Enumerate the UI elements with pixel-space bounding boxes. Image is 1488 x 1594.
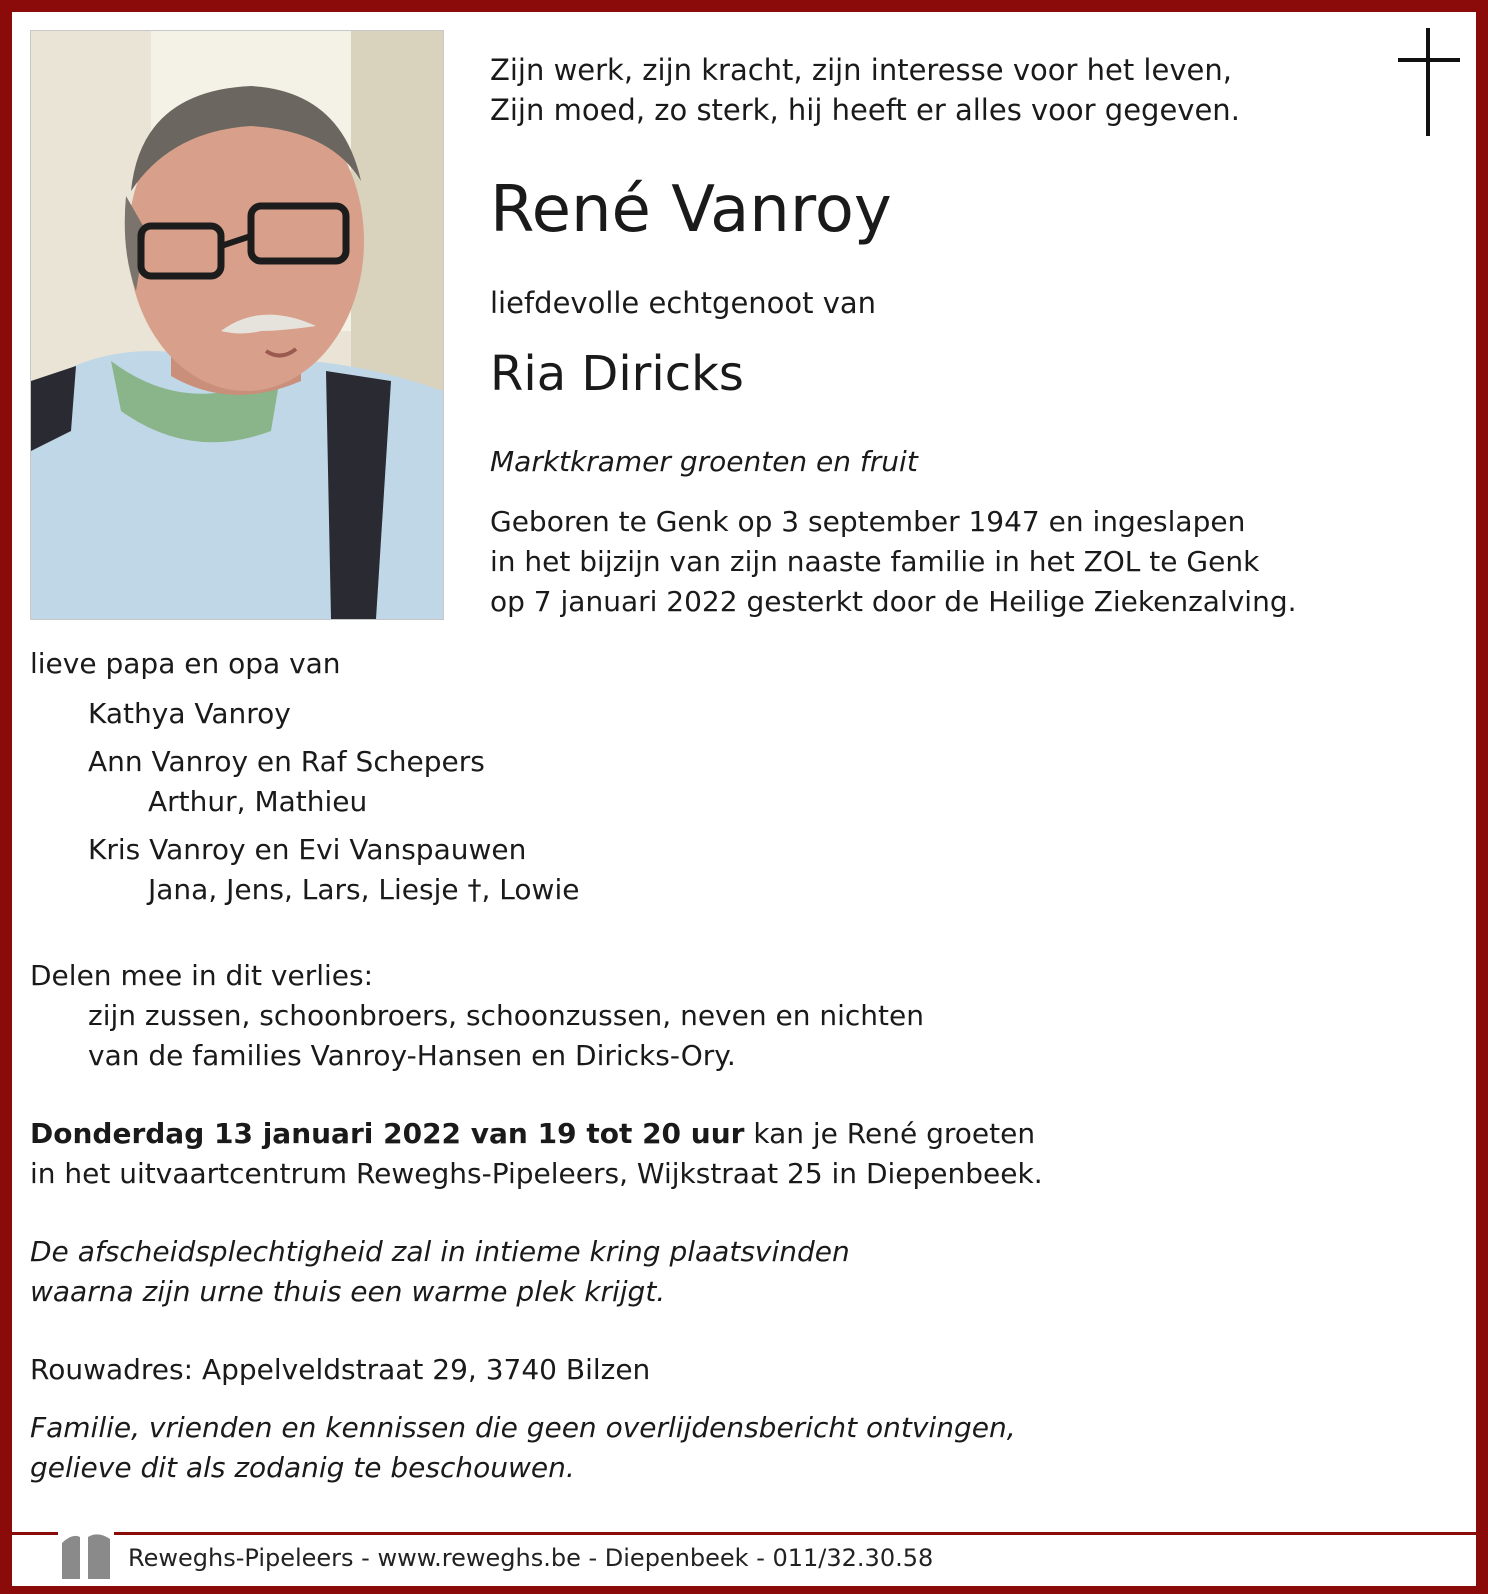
child-name: Kathya Vanroy xyxy=(88,697,291,730)
visitation-line-1 xyxy=(30,1114,1043,1154)
birth-line-2: in het bijzijn van zijn naaste familie in het ZOL te Genk xyxy=(490,545,1260,578)
profession: Marktkramer groenten en fruit xyxy=(490,445,918,478)
deceased-name: René Vanroy xyxy=(490,173,892,247)
poem-line-1: Zijn werk, zijn kracht, zijn interesse voor het leven, xyxy=(490,53,1232,87)
grandchildren-names: Jana, Jens, Lars, Liesje †, Lowie xyxy=(148,873,580,906)
mourners-line-2: van de families Vanroy-Hansen en Diricks-Ory. xyxy=(88,1039,736,1072)
visitation-rest: kan je René groeten xyxy=(744,1117,1036,1150)
notice xyxy=(30,1408,1016,1488)
funeral-home-logo-icon xyxy=(58,1527,114,1581)
mourning-address: Rouwadres: Appelveldstraat 29, 3740 Bilzen xyxy=(30,1353,651,1386)
visitation-line-2: in het uitvaartcentrum Reweghs-Pipeleers, Wijkstraat 25 in Diepenbeek. xyxy=(30,1157,1043,1190)
cross-icon xyxy=(1398,28,1462,138)
footer-contact: Reweghs-Pipeleers - www.reweghs.be - Diepenbeek - 011/32.30.58 xyxy=(128,1544,934,1572)
mourners xyxy=(30,956,924,1076)
poem xyxy=(490,50,1240,130)
birth-line-3: op 7 januari 2022 gesterkt door de Heilige Ziekenzalving. xyxy=(490,585,1297,618)
mourners-line-1: zijn zussen, schoonbroers, schoonzussen, neven en nichten xyxy=(88,999,924,1032)
visitation xyxy=(30,1114,1043,1194)
poem-line-2: Zijn moed, zo sterk, hij heeft er alles voor gegeven. xyxy=(490,93,1240,127)
portrait-illustration xyxy=(31,31,443,619)
child-name: Kris Vanroy en Evi Vanspauwen xyxy=(88,833,527,866)
spouse-name: Ria Diricks xyxy=(490,346,744,402)
birth-details xyxy=(490,502,1297,622)
family-title: lieve papa en opa van xyxy=(30,647,341,680)
grandchildren-names: Arthur, Mathieu xyxy=(148,785,368,818)
visitation-date: Donderdag 13 januari 2022 van 19 tot 20 uur xyxy=(30,1117,745,1150)
ceremony-line-1: De afscheidsplechtigheid zal in intieme kring plaatsvinden xyxy=(30,1235,850,1268)
notice-line-2: gelieve dit als zodanig te beschouwen. xyxy=(30,1451,575,1484)
child-name: Ann Vanroy en Raf Schepers xyxy=(88,745,485,778)
mourners-title: Delen mee in dit verlies: xyxy=(30,959,374,992)
ceremony xyxy=(30,1232,850,1312)
birth-line-1: Geboren te Genk op 3 september 1947 en ingeslapen xyxy=(490,505,1246,538)
footer-divider xyxy=(12,1532,1476,1535)
portrait-photo xyxy=(30,30,444,620)
notice-line-1: Familie, vrienden en kennissen die geen overlijdensbericht ontvingen, xyxy=(30,1411,1016,1444)
ceremony-line-2: waarna zijn urne thuis een warme plek krijgt. xyxy=(30,1275,666,1308)
spouse-intro: liefdevolle echtgenoot van xyxy=(490,286,877,320)
